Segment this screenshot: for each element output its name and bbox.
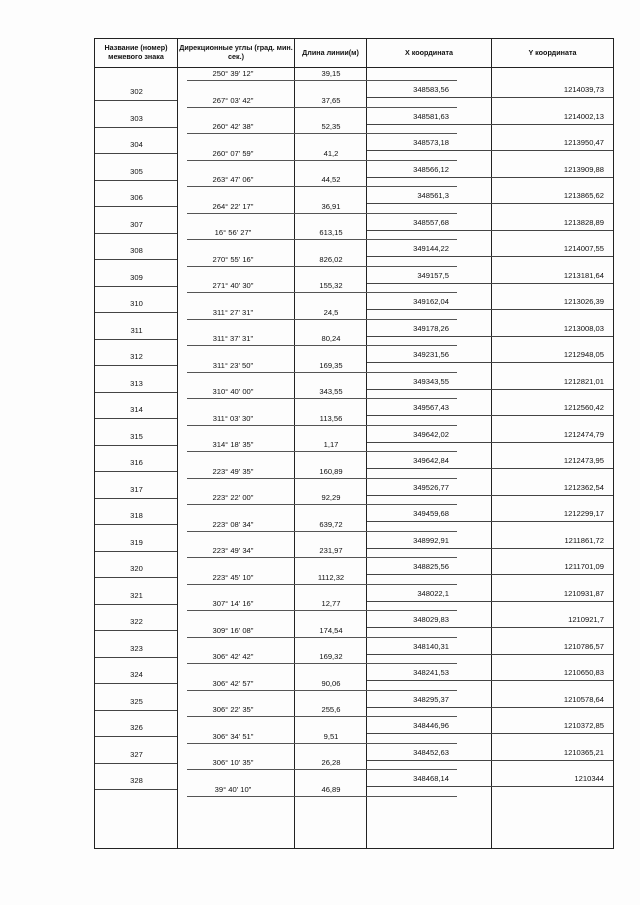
line-length-cell: 826,02 — [319, 254, 343, 264]
row-rule — [187, 133, 457, 134]
row-rule — [367, 654, 613, 655]
row-rule — [187, 531, 457, 532]
mark-name-cell: 304 — [130, 140, 143, 149]
mark-name-cell: 321 — [130, 590, 143, 600]
y-coordinate-cell: 1210786,57 — [563, 641, 604, 651]
row-rule — [367, 389, 613, 390]
y-coordinate-cell: 1211701,09 — [564, 562, 604, 571]
line-length-cell: 36,91 — [321, 201, 341, 211]
mark-name-cell: 319 — [130, 537, 143, 547]
row-rule — [95, 312, 177, 313]
x-coordinate-cell: 348581,63 — [413, 111, 449, 121]
line-length-cell: 343,55 — [319, 387, 343, 396]
row-rule — [367, 786, 613, 787]
x-coordinate-cell: 348446,96 — [413, 721, 449, 730]
row-rule — [187, 743, 457, 744]
row-rule — [367, 521, 613, 522]
mark-name-cell: 308 — [130, 246, 143, 255]
line-length-cell: 39,15 — [321, 69, 341, 78]
direction-angle-cell: 314° 18' 35" — [212, 440, 254, 449]
line-length-cell: 639,72 — [319, 519, 343, 529]
boundary-coordinates-table — [94, 38, 614, 849]
mark-name-cell: 325 — [130, 696, 143, 706]
row-rule — [187, 584, 457, 585]
row-rule — [95, 180, 177, 181]
line-length-cell: 160,89 — [319, 466, 343, 476]
line-length-cell: 9,51 — [323, 731, 339, 741]
direction-angle-cell: 223° 22' 00" — [212, 493, 254, 502]
mark-name-cell: 317 — [130, 484, 143, 494]
x-coordinate-cell: 349162,04 — [413, 297, 449, 306]
row-rule — [95, 736, 177, 737]
y-coordinate-cell: 1213828,89 — [563, 217, 604, 227]
y-coordinate-cell: 1214002,13 — [563, 111, 604, 121]
direction-angle-cell: 271° 40' 30" — [212, 281, 254, 290]
row-rule — [95, 551, 177, 552]
x-coordinate-cell: 349642,84 — [413, 456, 449, 465]
y-coordinate-cell: 1210931,87 — [563, 588, 604, 598]
line-length-cell: 44,52 — [321, 175, 341, 184]
y-coordinate-cell: 1212299,17 — [563, 509, 604, 518]
row-rule — [367, 415, 613, 416]
y-coordinate-cell: 1212560,42 — [563, 403, 604, 412]
direction-angle-cell: 311° 27' 31" — [212, 307, 254, 317]
row-rule — [367, 680, 613, 681]
y-coordinate-cell: 1212474,79 — [563, 429, 604, 439]
direction-angle-cell: 311° 23' 50" — [212, 360, 254, 370]
row-rule — [95, 339, 177, 340]
row-rule — [95, 604, 177, 605]
direction-angle-cell: 263° 47' 06" — [212, 175, 254, 184]
line-length-cell: 52,35 — [321, 122, 341, 131]
direction-angle-cell: 306° 34' 51" — [212, 731, 254, 741]
mark-name-cell: 306 — [130, 193, 143, 202]
row-rule — [95, 206, 177, 207]
line-length-cell: 613,15 — [319, 228, 343, 237]
row-rule — [95, 710, 177, 711]
row-rule — [187, 160, 457, 161]
row-rule — [95, 153, 177, 154]
direction-angle-cell: 260° 07' 59" — [212, 148, 254, 158]
y-coordinate-cell: 1212473,95 — [563, 456, 604, 465]
line-length-cell: 113,56 — [319, 413, 343, 423]
y-coordinate-cell: 1213008,03 — [563, 323, 604, 333]
line-length-cell: 1,17 — [323, 440, 339, 449]
row-rule — [367, 203, 613, 204]
y-coordinate-cell: 1212362,54 — [563, 482, 604, 492]
mark-name-cell: 310 — [130, 299, 143, 308]
direction-angle-cell: 39° 40' 10" — [214, 784, 252, 794]
row-rule — [187, 478, 457, 479]
row-rule — [95, 445, 177, 446]
row-rule — [187, 80, 457, 81]
mark-name-cell: 309 — [130, 272, 143, 282]
row-rule — [367, 150, 613, 151]
line-length-cell: 90,06 — [321, 678, 341, 688]
row-rule — [187, 345, 457, 346]
row-rule — [95, 365, 177, 366]
x-coordinate-cell: 348140,31 — [413, 641, 449, 651]
row-rule — [95, 630, 177, 631]
row-rule — [367, 230, 613, 231]
direction-angle-cell: 307° 14' 16" — [212, 599, 254, 608]
line-length-cell: 169,32 — [319, 652, 343, 661]
header-direction-angle: Дирекционные углы (град. мин. сек.) — [179, 43, 293, 61]
row-rule — [187, 425, 457, 426]
row-rule — [187, 690, 457, 691]
row-rule — [367, 97, 613, 98]
direction-angle-cell: 306° 42' 57" — [212, 678, 254, 688]
direction-angle-cell: 309° 16' 08" — [212, 625, 254, 635]
row-rule — [367, 733, 613, 734]
line-length-cell: 37,65 — [321, 95, 341, 105]
row-rule — [95, 233, 177, 234]
line-length-cell: 155,32 — [319, 281, 343, 290]
header-divider — [95, 67, 613, 68]
line-length-cell: 1112,32 — [317, 572, 345, 582]
y-coordinate-cell: 1213909,88 — [563, 164, 604, 174]
x-coordinate-cell: 349343,55 — [413, 376, 449, 386]
row-rule — [95, 471, 177, 472]
row-rule — [187, 107, 457, 108]
row-rule — [95, 100, 177, 101]
y-coordinate-cell: 1213865,62 — [563, 191, 604, 200]
row-rule — [187, 398, 457, 399]
row-rule — [187, 266, 457, 267]
direction-angle-cell: 223° 08' 34" — [212, 519, 254, 529]
mark-name-cell: 303 — [130, 113, 143, 123]
row-rule — [187, 663, 457, 664]
row-rule — [187, 637, 457, 638]
row-rule — [95, 392, 177, 393]
direction-angle-cell: 223° 49' 34" — [212, 546, 254, 555]
x-coordinate-cell: 349231,56 — [413, 350, 449, 359]
direction-angle-cell: 311° 37' 31" — [212, 334, 254, 343]
row-rule — [367, 442, 613, 443]
row-rule — [95, 286, 177, 287]
line-length-cell: 174,54 — [319, 625, 343, 635]
mark-name-cell: 320 — [130, 564, 143, 573]
x-coordinate-cell: 349642,02 — [413, 429, 449, 439]
direction-angle-cell: 311° 03' 30" — [212, 413, 254, 423]
mark-name-cell: 313 — [130, 378, 143, 388]
row-rule — [367, 468, 613, 469]
header-x-coordinate: X координата — [404, 47, 454, 57]
header-y-coordinate: Y координата — [528, 47, 577, 57]
line-length-cell: 169,35 — [319, 360, 343, 370]
mark-name-cell: 311 — [130, 325, 143, 335]
row-rule — [367, 627, 613, 628]
line-length-cell: 12,77 — [321, 599, 341, 608]
row-rule — [187, 610, 457, 611]
x-coordinate-cell: 348583,56 — [413, 85, 449, 94]
row-rule — [367, 601, 613, 602]
line-length-cell: 41,2 — [323, 148, 339, 158]
direction-angle-cell: 264° 22' 17" — [212, 201, 254, 211]
line-length-cell: 46,89 — [321, 784, 341, 794]
row-rule — [367, 309, 613, 310]
line-length-cell: 26,28 — [321, 758, 341, 767]
direction-angle-cell: 260° 42' 38" — [212, 122, 254, 131]
x-coordinate-cell: 349144,22 — [413, 244, 449, 253]
direction-angle-cell: 310° 40' 00" — [212, 387, 254, 396]
row-rule — [95, 259, 177, 260]
direction-angle-cell: 267° 03' 42" — [212, 95, 254, 105]
y-coordinate-cell: 1213181,64 — [563, 270, 604, 280]
mark-name-cell: 324 — [130, 670, 143, 679]
y-coordinate-cell: 1214039,73 — [563, 85, 604, 94]
x-coordinate-cell: 348992,91 — [413, 535, 449, 545]
direction-angle-cell: 306° 10' 35" — [212, 758, 254, 767]
direction-angle-cell: 306° 22' 35" — [212, 705, 254, 714]
row-rule — [187, 372, 457, 373]
row-rule — [187, 769, 457, 770]
row-rule — [187, 319, 457, 320]
line-length-cell: 92,29 — [321, 493, 341, 502]
y-coordinate-cell: 1211861,72 — [564, 535, 604, 545]
header-line-length: Длина линии(м) — [302, 47, 359, 57]
row-rule — [187, 186, 457, 187]
row-rule — [367, 760, 613, 761]
y-coordinate-cell: 1210578,64 — [563, 694, 604, 704]
row-rule — [187, 292, 457, 293]
x-coordinate-cell: 348573,18 — [413, 138, 449, 147]
row-rule — [95, 763, 177, 764]
row-rule — [95, 418, 177, 419]
mark-name-cell: 307 — [130, 219, 143, 229]
row-rule — [95, 498, 177, 499]
direction-angle-cell: 223° 49' 35" — [212, 466, 254, 476]
x-coordinate-cell: 348825,56 — [413, 562, 449, 571]
mark-name-cell: 315 — [130, 431, 143, 441]
row-rule — [187, 716, 457, 717]
direction-angle-cell: 16° 56' 27" — [214, 228, 252, 237]
direction-angle-cell: 223° 45' 10" — [212, 572, 254, 582]
direction-angle-cell: 306° 42' 42" — [212, 652, 254, 661]
row-rule — [367, 177, 613, 178]
mark-name-cell: 314 — [130, 405, 143, 414]
x-coordinate-cell: 349157,5 — [417, 270, 449, 280]
mark-name-cell: 318 — [130, 511, 143, 520]
mark-name-cell: 305 — [130, 166, 143, 176]
row-rule — [95, 577, 177, 578]
x-coordinate-cell: 348022,1 — [417, 588, 449, 598]
mark-name-cell: 316 — [130, 458, 143, 467]
row-rule — [187, 557, 457, 558]
row-rule — [367, 256, 613, 257]
y-coordinate-cell: 1212948,05 — [563, 350, 604, 359]
line-length-cell: 255,6 — [321, 705, 341, 714]
row-rule — [187, 213, 457, 214]
line-length-cell: 24,5 — [323, 307, 339, 317]
mark-name-cell: 322 — [130, 617, 143, 626]
y-coordinate-cell: 1210365,21 — [563, 747, 604, 757]
mark-name-cell: 302 — [130, 87, 143, 96]
mark-name-cell: 323 — [130, 643, 143, 653]
x-coordinate-cell: 348468,14 — [413, 774, 449, 783]
row-rule — [187, 796, 457, 797]
row-rule — [95, 524, 177, 525]
x-coordinate-cell: 348561,3 — [417, 191, 449, 200]
x-coordinate-cell: 348566,12 — [413, 164, 449, 174]
y-coordinate-cell: 1210344 — [574, 774, 604, 783]
row-rule — [95, 657, 177, 658]
x-coordinate-cell: 349459,68 — [413, 509, 449, 518]
row-rule — [187, 451, 457, 452]
row-rule — [367, 548, 613, 549]
mark-name-cell: 312 — [130, 352, 143, 361]
x-coordinate-cell: 349178,26 — [413, 323, 449, 333]
header-mark-name: Название (номер) межевого знака — [104, 43, 168, 61]
mark-name-cell: 328 — [130, 776, 143, 785]
row-rule — [367, 124, 613, 125]
direction-angle-cell: 270° 55' 16" — [212, 254, 254, 264]
row-rule — [367, 362, 613, 363]
y-coordinate-cell: 1213026,39 — [563, 297, 604, 306]
row-rule — [367, 495, 613, 496]
y-coordinate-cell: 1210650,83 — [563, 668, 604, 677]
x-coordinate-cell: 348557,68 — [413, 217, 449, 227]
x-coordinate-cell: 348241,53 — [413, 668, 449, 677]
line-length-cell: 80,24 — [321, 334, 341, 343]
direction-angle-cell: 250° 39' 12" — [212, 69, 254, 78]
y-coordinate-cell: 1214007,55 — [563, 244, 604, 253]
y-coordinate-cell: 1210921,7 — [568, 615, 604, 624]
row-rule — [367, 336, 613, 337]
row-rule — [187, 239, 457, 240]
x-coordinate-cell: 348452,63 — [413, 747, 449, 757]
row-rule — [95, 683, 177, 684]
x-coordinate-cell: 349567,43 — [413, 403, 449, 412]
y-coordinate-cell: 1212821,01 — [563, 376, 604, 386]
row-rule — [95, 789, 177, 790]
row-rule — [95, 127, 177, 128]
row-rule — [187, 504, 457, 505]
row-rule — [367, 283, 613, 284]
mark-name-cell: 326 — [130, 723, 143, 732]
x-coordinate-cell: 348295,37 — [413, 694, 449, 704]
x-coordinate-cell: 348029,83 — [413, 615, 449, 624]
x-coordinate-cell: 349526,77 — [413, 482, 449, 492]
y-coordinate-cell: 1210372,85 — [563, 721, 604, 730]
y-coordinate-cell: 1213950,47 — [563, 138, 604, 147]
mark-name-cell: 327 — [130, 749, 143, 759]
row-rule — [367, 574, 613, 575]
row-rule — [367, 707, 613, 708]
line-length-cell: 231,97 — [319, 546, 343, 555]
